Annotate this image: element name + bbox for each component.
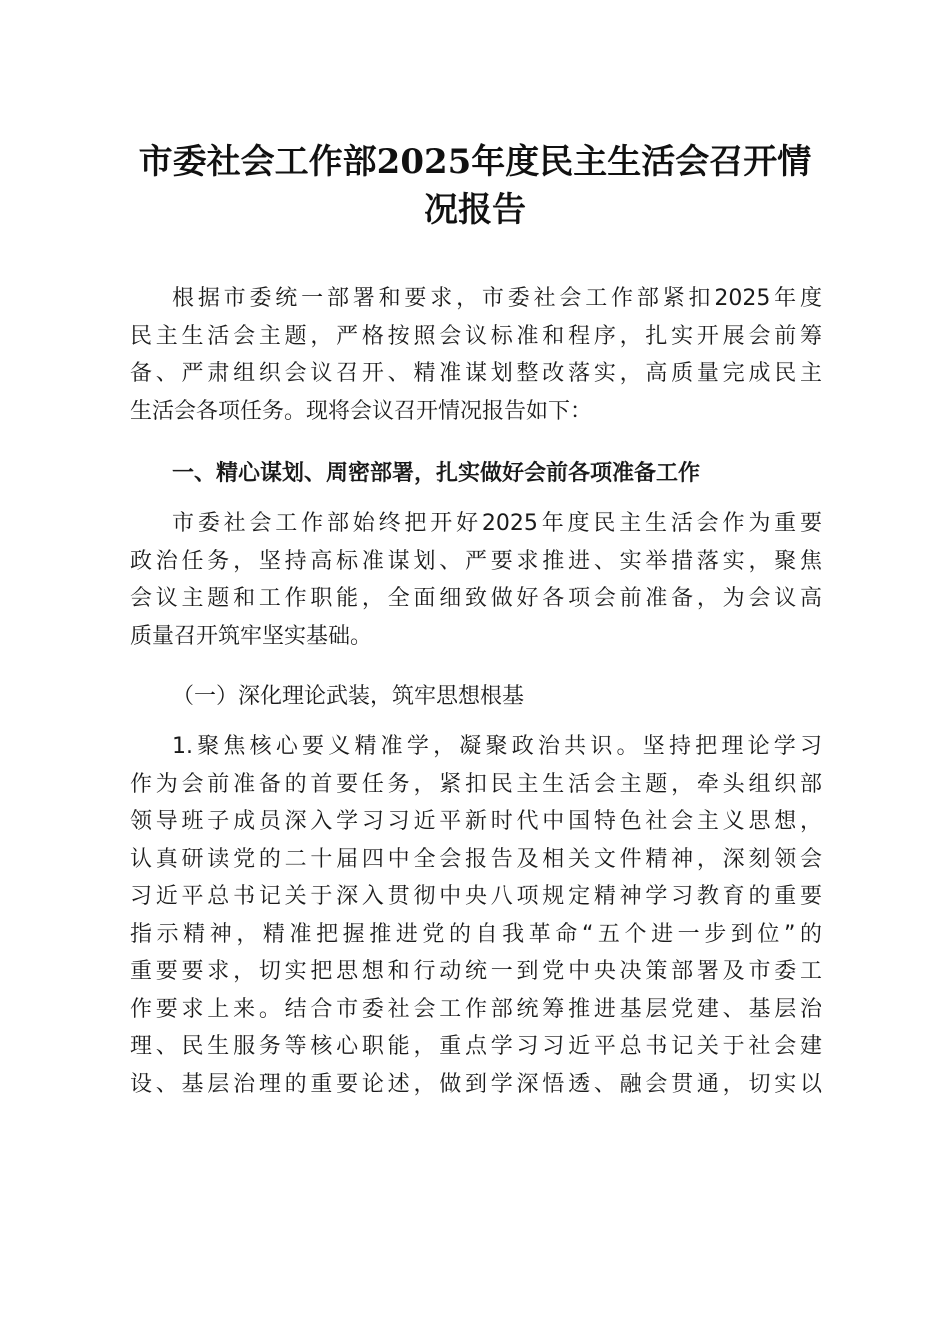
subsection-heading: （一）深化理论武装，筑牢思想根基 [172,684,525,709]
paragraph-line: 理、民生服务等核心职能，重点学习习近平总书记关于社会建 [130,1034,822,1059]
paragraph-line: 认真研读党的二十届四中全会报告及相关文件精神，深刻领会 [130,847,822,872]
paragraph-line: 市委社会工作部始终把开好2025年度民主生活会作为重要 [172,511,822,536]
paragraph-line: 会议主题和工作职能，全面细致做好各项会前准备，为会议高 [130,586,822,611]
paragraph-line: 重要要求，切实把思想和行动统一到党中央决策部署及市委工 [130,959,822,984]
paragraph-line: 根据市委统一部署和要求，市委社会工作部紧扣2025年度 [172,286,822,311]
paragraph-line: 设、基层治理的重要论述，做到学深悟透、融会贯通，切实以 [130,1072,822,1097]
document-title-line-2: 况报告 [424,190,526,230]
paragraph-line: 习近平总书记关于深入贯彻中央八项规定精神学习教育的重要 [130,884,822,909]
paragraph-line: 作要求上来。结合市委社会工作部统筹推进基层党建、基层治 [130,997,822,1022]
paragraph-line: 民主生活会主题，严格按照会议标准和程序，扎实开展会前筹 [130,324,822,349]
paragraph-line: 领导班子成员深入学习习近平新时代中国特色社会主义思想， [130,809,822,834]
paragraph-line: 生活会各项任务。现将会议召开情况报告如下： [130,399,593,424]
document-title-line-1: 市委社会工作部2025年度民主生活会召开情 [138,142,812,182]
paragraph-line: 指示精神，精准把握推进党的自我革命“五个进一步到位”的 [130,922,822,947]
paragraph-line: 质量召开筑牢坚实基础。 [130,624,373,649]
paragraph-line: 政治任务，坚持高标准谋划、严要求推进、实举措落实，聚焦 [130,549,822,574]
paragraph-line: 作为会前准备的首要任务，紧扣民主生活会主题，牵头组织部 [130,772,822,797]
paragraph-line: 1.聚焦核心要义精准学，凝聚政治共识。坚持把理论学习 [172,734,822,759]
paragraph-line: 备、严肃组织会议召开、精准谋划整改落实，高质量完成民主 [130,361,822,386]
section-heading-1: 一、精心谋划、周密部署，扎实做好会前各项准备工作 [172,461,701,486]
